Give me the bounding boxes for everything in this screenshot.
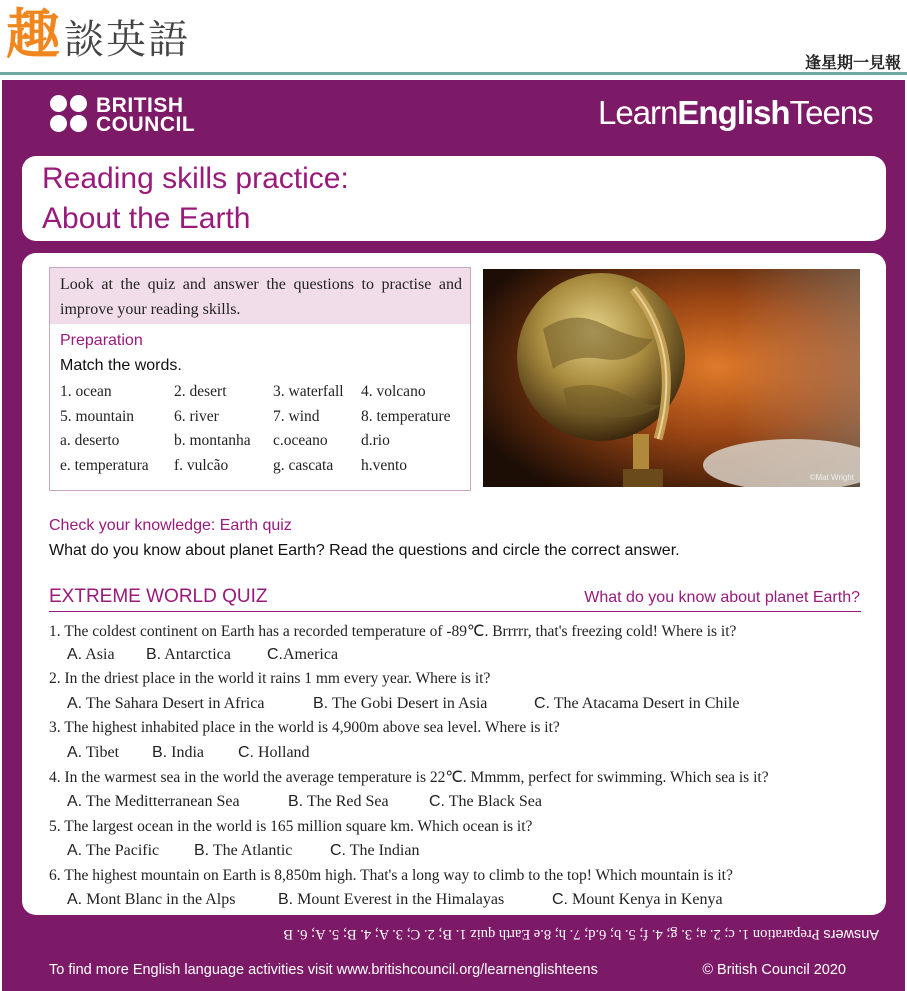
- option-text: America: [283, 646, 339, 663]
- british-council-word: BRITISH: [96, 94, 184, 117]
- preparation-instruction: Match the words.: [60, 357, 182, 374]
- option-text: Antarctica: [161, 646, 231, 663]
- quiz-question: 2. In the driest place in the world it rains 1 mm every year. Where is it?: [49, 670, 491, 687]
- quiz-question: 6. The highest mountain on Earth is 8,850m high. That's a long way to climb to the top! Which mountain is it?: [49, 867, 733, 884]
- masthead-subtitle: 逢星期一見報: [804, 53, 901, 72]
- logo-dot-icon: [50, 115, 67, 132]
- quiz-option: [67, 695, 264, 713]
- match-word: 5. mountain: [60, 408, 135, 425]
- option-text: The Indian: [346, 842, 420, 859]
- option-text: Mount Everest in the Himalayas: [293, 891, 505, 908]
- quiz-option: [534, 695, 739, 713]
- option-text: India: [167, 744, 204, 761]
- quiz-title: EXTREME WORLD QUIZ: [49, 586, 268, 607]
- option-letter: C.: [238, 744, 254, 761]
- logo-dot-icon: [70, 115, 87, 132]
- option-letter: A.: [67, 695, 83, 712]
- option-letter: B.: [152, 744, 168, 761]
- quiz-option: [552, 891, 723, 909]
- option-letter: C.: [534, 695, 550, 712]
- quiz-option: [278, 891, 504, 909]
- option-letter: B.: [313, 695, 329, 712]
- logo-dot-icon: [50, 95, 67, 112]
- option-text: Holland: [254, 744, 310, 761]
- match-word: 3. waterfall: [273, 383, 344, 400]
- masthead-divider: [0, 72, 907, 75]
- quiz-subtitle: What do you know about planet Earth?: [584, 589, 860, 606]
- option-letter: B.: [146, 646, 162, 663]
- option-letter: A.: [67, 793, 83, 810]
- match-word: 7. wind: [273, 408, 320, 425]
- quiz-option: [288, 793, 389, 811]
- option-letter: B.: [288, 793, 304, 810]
- match-word: e. temperatura: [60, 457, 149, 474]
- intro-text: Look at the quiz and answer the questions to practise and improve your reading skills.: [60, 276, 462, 318]
- option-text: The Pacific: [82, 842, 160, 859]
- check-instruction: What do you know about planet Earth? Read the questions and circle the correct answer.: [49, 542, 680, 559]
- learnenglish-teens-logo: [598, 94, 873, 132]
- option-text: The Atacama Desert in Chile: [550, 695, 740, 712]
- option-text: Tibet: [82, 744, 120, 761]
- option-letter: B.: [278, 891, 294, 908]
- match-word: 2. desert: [174, 383, 227, 400]
- option-letter: C.: [429, 793, 445, 810]
- match-word: b. montanha: [174, 432, 251, 449]
- british-council-wordmark: [96, 96, 195, 134]
- option-text: Mount Kenya in Kenya: [568, 891, 723, 908]
- footer-link-text: To find more English language activities visit www.britishcouncil.org/learnenglishteens: [49, 962, 598, 978]
- answers-upside-down: [49, 925, 879, 942]
- preparation-heading: Preparation: [60, 332, 143, 349]
- match-word: g. cascata: [273, 457, 334, 474]
- answers-text: Preparation 1. c; 2. a; 3. g; 4. f; 5. b; 6.d; 7. h; 8.e Earth quiz 1. B; 2. C; 3. A; 4. B; 5. A; 6. B: [283, 926, 824, 942]
- option-text: The Meditterranean Sea: [82, 793, 240, 810]
- quiz-option: [330, 842, 419, 860]
- quiz-option: [267, 646, 338, 664]
- british-council-word: COUNCIL: [96, 113, 196, 136]
- quiz-option: [67, 891, 235, 909]
- match-word: 8. temperature: [361, 408, 451, 425]
- quiz-option: [238, 744, 310, 762]
- option-letter: C.: [552, 891, 568, 908]
- option-text: Asia: [82, 646, 115, 663]
- quiz-question: 4. In the warmest sea in the world the average temperature is 22℃. Mmmm, perfect for swimming. Which sea is it?: [49, 769, 769, 786]
- photo-credit: ©Mat Wright: [809, 473, 854, 482]
- logo-learn: Learn: [598, 94, 678, 131]
- globe-photo: [483, 269, 860, 487]
- quiz-question: 5. The largest ocean in the world is 165 million square km. Which ocean is it?: [49, 818, 533, 835]
- match-word: 1. ocean: [60, 383, 112, 400]
- quiz-option: [152, 744, 204, 762]
- quiz-divider: [49, 611, 861, 612]
- option-text: Mont Blanc in the Alps: [82, 891, 236, 908]
- quiz-question: 3. The highest inhabited place in the world is 4,900m above sea level. Where is it?: [49, 719, 560, 736]
- match-word: d.rio: [361, 432, 390, 449]
- match-word: a. deserto: [60, 432, 120, 449]
- option-text: The Red Sea: [303, 793, 389, 810]
- match-word: f. vulcão: [174, 457, 229, 474]
- page-title-line1: Reading skills practice:: [42, 162, 349, 195]
- quiz-option: [194, 842, 292, 860]
- masthead-title: 談英語: [64, 17, 190, 63]
- option-letter: B.: [194, 842, 210, 859]
- option-letter: C.: [267, 646, 283, 663]
- option-text: The Gobi Desert in Asia: [328, 695, 488, 712]
- quiz-option: [67, 646, 115, 664]
- quiz-option: [67, 793, 240, 811]
- option-text: The Black Sea: [445, 793, 543, 810]
- option-letter: A.: [67, 744, 83, 761]
- quiz-option: [67, 744, 119, 762]
- globe-image: [483, 269, 860, 487]
- option-text: The Sahara Desert in Africa: [82, 695, 265, 712]
- option-letter: A.: [67, 646, 83, 663]
- quiz-question: 1. The coldest continent on Earth has a recorded temperature of -89℃. Brrrrr, that's freezing cold! Where is it?: [49, 623, 737, 640]
- footer-copyright: © British Council 2020: [702, 962, 846, 978]
- masthead-title-char: 趣: [6, 2, 60, 66]
- match-word: 4. volcano: [361, 383, 426, 400]
- logo-dot-icon: [70, 95, 87, 112]
- logo-teens: Teens: [789, 94, 873, 131]
- check-heading: Check your knowledge: Earth quiz: [49, 517, 292, 534]
- quiz-option: [146, 646, 231, 664]
- quiz-option: [67, 842, 159, 860]
- option-text: The Atlantic: [209, 842, 293, 859]
- option-letter: A.: [67, 842, 83, 859]
- logo-english: English: [677, 94, 790, 131]
- answers-label: Answers: [823, 926, 879, 942]
- quiz-option: [429, 793, 542, 811]
- quiz-option: [313, 695, 487, 713]
- match-word: 6. river: [174, 408, 219, 425]
- option-letter: A.: [67, 891, 83, 908]
- match-word: h.vento: [361, 457, 408, 474]
- match-word: c.oceano: [273, 432, 328, 449]
- option-letter: C.: [330, 842, 346, 859]
- page-title-line2: About the Earth: [42, 202, 251, 235]
